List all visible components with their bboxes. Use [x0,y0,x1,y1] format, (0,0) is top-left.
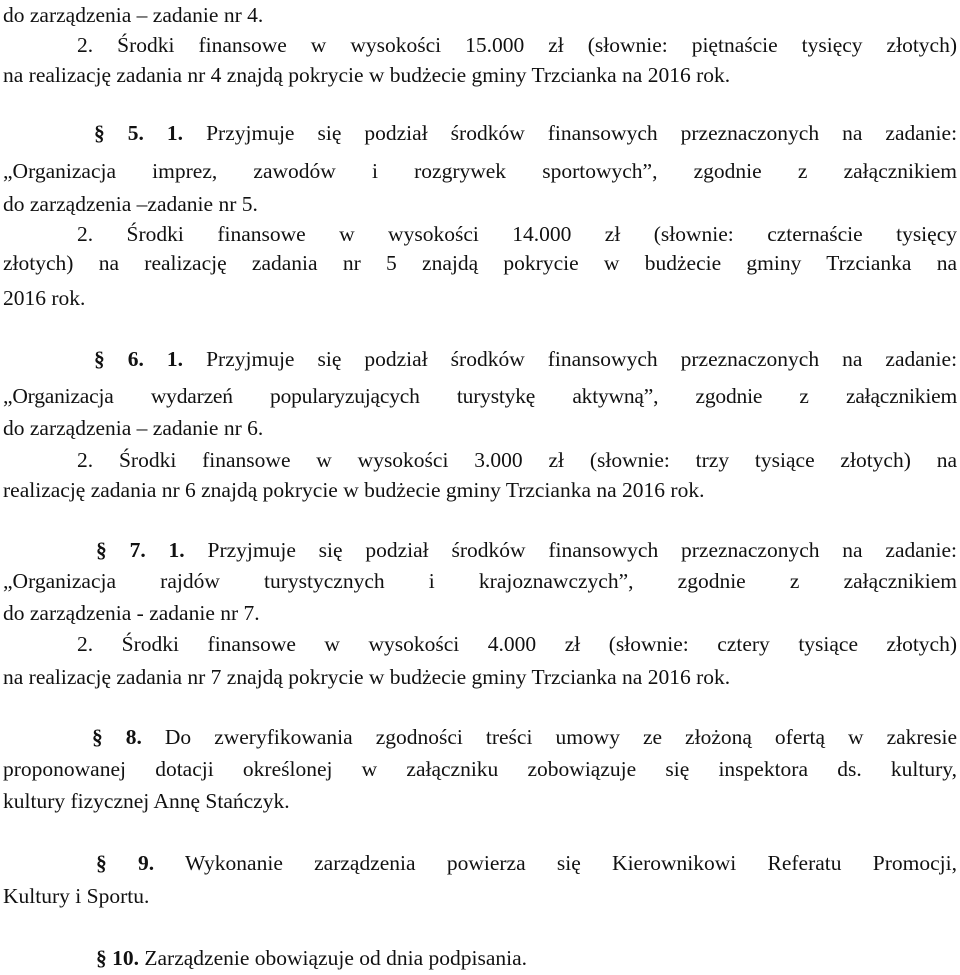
text-line: proponowanej dotacji określonej w załączniku zobowiązuje się inspektora ds. kultury, [3,757,957,781]
section-symbol: § [96,538,107,562]
text-line: realizację zadania nr 6 znajdą pokrycie w budżecie gminy Trzcianka na 2016 rok. [3,478,705,502]
section-number: 9. [138,851,155,875]
text-line: Zarządzenie obowiązuje od dnia podpisania. [144,946,528,970]
paragraph-8-heading [92,722,957,752]
paragraph-10-heading [96,943,957,973]
paragraph-5-heading [94,118,957,148]
text-line: 2016 rok. [3,286,86,310]
section-symbol: § [96,851,107,875]
text-line: do zarządzenia - zadanie nr 7. [3,601,260,625]
text-line: Przyjmuje się podział środków finansowych przeznaczonych na zadanie: [206,121,958,145]
paragraph-9-heading [96,848,957,878]
text-line: 2. Środki finansowe w wysokości 14.000 zł (słownie: czternaście tysięcy [77,222,957,246]
text-line: „Organizacja imprez, zawodów i rozgrywek sportowych”, zgodnie z załącznikiem [3,159,957,183]
section-number: 7. 1. [129,538,185,562]
text-line: na realizację zadania nr 7 znajdą pokrycie w budżecie gminy Trzcianka na 2016 rok. [3,665,731,689]
text-line: Wykonanie zarządzenia powierza się Kierownikowi Referatu Promocji, [185,851,957,875]
text-line: „Organizacja rajdów turystycznych i krajoznawczych”, zgodnie z załącznikiem [3,569,957,593]
section-number: 6. 1. [127,347,184,371]
text-line: 2. Środki finansowe w wysokości 15.000 zł (słownie: piętnaście tysięcy złotych) [77,33,957,57]
section-symbol: § [94,347,105,371]
paragraph-6-heading [94,344,957,374]
text-line: kultury fizycznej Annę Stańczyk. [3,789,290,813]
text-line: 2. Środki finansowe w wysokości 4.000 zł (słownie: cztery tysiące złotych) [77,632,957,656]
section-number: 8. [125,725,142,749]
section-number: 5. 1. [127,121,184,145]
text-line: Przyjmuje się podział środków finansowych przeznaczonych na zadanie: [207,538,958,562]
text-line: „Organizacja wydarzeń popularyzujących turystykę aktywną”, zgodnie z załącznikiem [3,384,957,408]
text-line: do zarządzenia – zadanie nr 6. [3,416,264,440]
text-line: Kultury i Sportu. [3,884,150,908]
text-line: do zarządzenia – zadanie nr 4. [3,3,264,27]
section-symbol: § [94,121,105,145]
text-line: do zarządzenia –zadanie nr 5. [3,192,258,216]
text-line: 2. Środki finansowe w wysokości 3.000 zł (słownie: trzy tysiące złotych) na [77,448,957,472]
section-symbol: § [96,946,107,970]
text-line: Do zweryfikowania zgodności treści umowy ze złożoną ofertą w zakresie [164,725,958,749]
text-line: złotych) na realizację zadania nr 5 znajdą pokrycie w budżecie gminy Trzcianka na [3,251,957,275]
text-line: na realizację zadania nr 4 znajdą pokrycie w budżecie gminy Trzcianka na 2016 rok. [3,63,731,87]
text-line: Przyjmuje się podział środków finansowych przeznaczonych na zadanie: [206,347,958,371]
paragraph-7-heading [96,535,957,565]
section-symbol: § [92,725,103,749]
section-number: 10. [112,946,139,970]
